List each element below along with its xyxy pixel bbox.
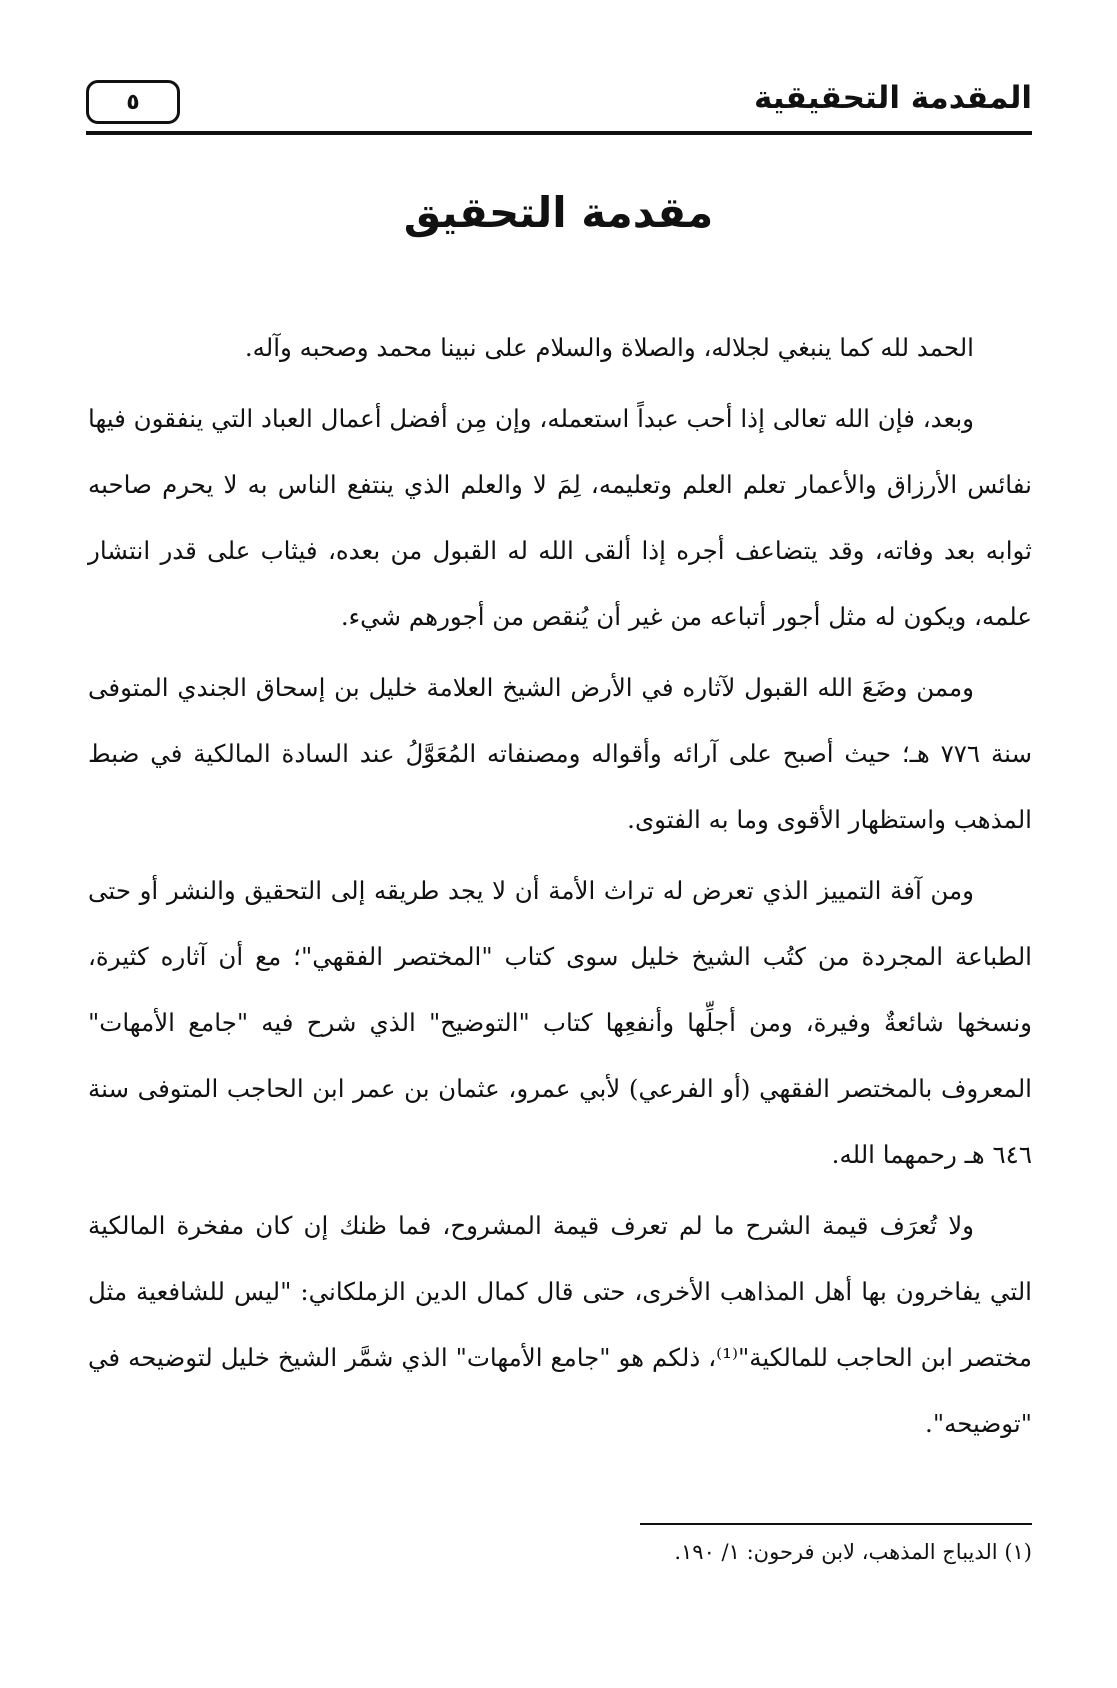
chapter-title: مقدمة التحقيق: [403, 188, 714, 237]
header-rule: [86, 131, 1032, 135]
paragraph-value: ولا تُعرَف قيمة الشرح ما لم تعرف قيمة المشروح، فما ظنك إن كان مفخرة المالكية التي يفاخرون بها أهل المذاهب الأخرى، حتى قال كمال الدين الزملكاني: "ليس للشافعية مثل مختصر ابن الحاجب للمالكية"⁽¹⁾، ذلكم هو "جامع الأمهات" الذي شمَّر الشيخ خليل لتوضيحه في "توضيحه".: [88, 1211, 1032, 1438]
paragraph-knowledge: وبعد، فإن الله تعالى إذا أحب عبداً استعمله، وإن مِن أفضل أعمال العباد التي ينفقون فيها نفائس الأرزاق والأعمار تعلم العلم وتعليمه، لِمَ لا والعلم الذي ينتفع الناس به لا يحرم صاحبه ثوابه بعد وفاته، وقد يتضاعف أجره إذا ألقى الله له القبول من بعده، فيثاب على قدر انتشار علمه، ويكون له مثل أجور أتباعه من غير أن يُنقص من أجورهم شيء.: [88, 404, 1032, 631]
page-number: ٥: [86, 80, 180, 124]
footnote-rule: [640, 1523, 1032, 1525]
page-header: [86, 78, 1032, 138]
paragraph-opening: الحمد لله كما ينبغي لجلاله، والصلاة والسلام على نبينا محمد وصحبه وآله.: [244, 333, 974, 362]
running-title: المقدمة التحقيقية: [753, 80, 1032, 116]
footnote: (١) الديباج المذهب، لابن فرحون: ١/ ١٩٠.: [674, 1540, 1032, 1564]
paragraph-tawdih: ومن آفة التمييز الذي تعرض له تراث الأمة أن لا يجد طريقه إلى التحقيق والنشر أو حتى الطباعة المجردة من كتُب الشيخ خليل سوى كتاب "المختصر الفقهي"؛ مع أن آثاره كثيرة، ونسخها شائعةٌ وفيرة، ومن أجلِّها وأنفعِها كتاب "التوضيح" الذي شرح فيه "جامع الأمهات" المعروف بالمختصر الفقهي (أو الفرعي) لأبي عمرو، عثمان بن عمر ابن الحاجب المتوفى سنة ٦٤٦ هـ رحمهما الله.: [88, 876, 1032, 1169]
body-text: [88, 315, 1032, 1462]
paragraph-khalil: وممن وضَعَ الله القبول لآثاره في الأرض الشيخ العلامة خليل بن إسحاق الجندي المتوفى سنة ٧٧٦ هـ؛ حيث أصبح على آرائه وأقواله ومصنفاته المُعَوَّلُ عند السادة المالكية في ضبط المذهب واستظهار الأقوى وما به الفتوى.: [88, 673, 1032, 834]
